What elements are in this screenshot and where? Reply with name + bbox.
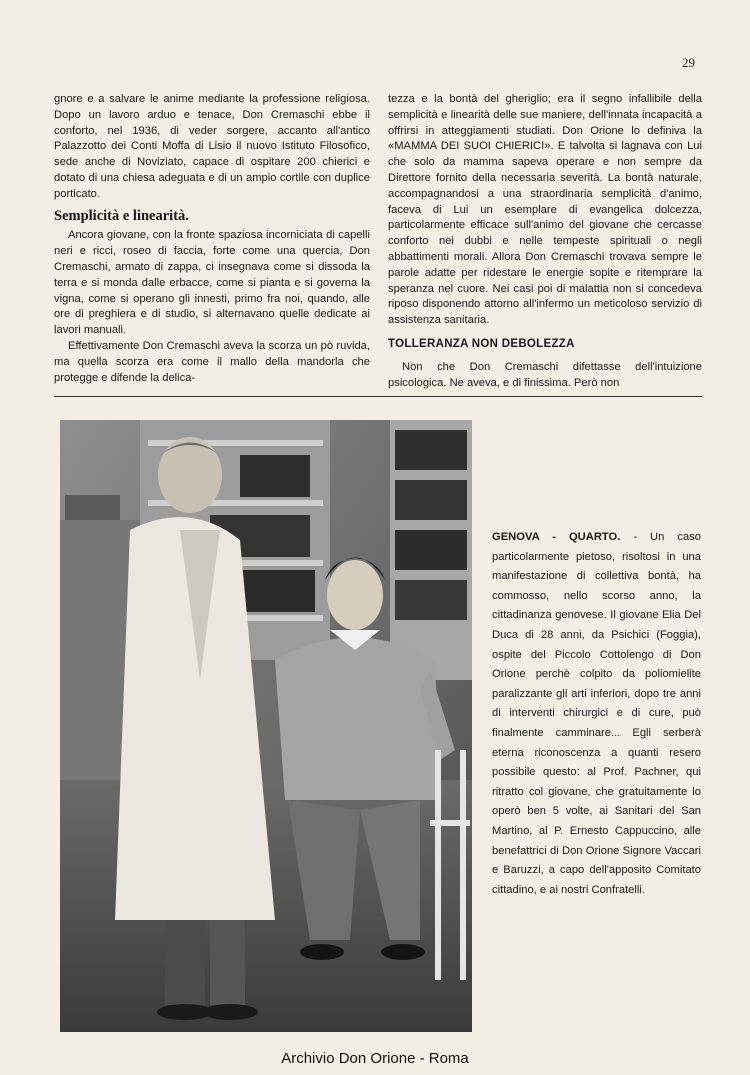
photograph (60, 420, 472, 1032)
photo-caption (492, 528, 701, 900)
paragraph: gnore e a salvare le anime mediante la professione religiosa. Dopo un lavoro arduo e tenace, Don Cremaschi ebbe il conforto, nel 1936, di veder sorgere, accanto all'antico Palazzotto dei Conti Moffa di Lisio il nuovo Istituto Filosofico, sede anche di Noviziato, capace di ospitare 200 chierici e dotato di una chiesa adeguata e di un ampio cortile con duplice porticato. (54, 93, 370, 200)
section-heading: TOLLERANZA NON DEBOLEZZA (388, 337, 575, 350)
paragraph: tezza e la bontà del gheriglio; era il segno infallibile della semplicità e linearità delle sue maniere, dell'innata incapacità a offrirsi in atteggiamenti studiati. Don Orione lo definiva la «MAMMA DEI SUOI CHIERICI». E talvolta si lagnava con Lui che solo da mamma sapeva operare e non sempre da Direttore fornito della necessaria severità. La bontà naturale, accompagnandosi a una straordinaria semplicità d'animo, faceva di Lui un esemplare di evangelica dolcezza, particolarmente efficace sull'animo del giovane che cercasse conforto nei dubbi e nelle tempeste spirituali o negli abbattimenti morali. Allora Don Cremaschi trovava sempre le parole adatte per ridestare le energie sopite e ritemprare la speranza nel cuore. Nei casi poi di malattia non si concedeva riposo disponendo attorno all'infermo un meticoloso servizio di assistenza sanitaria. (388, 93, 702, 327)
paragraph: Non che Don Cremaschi difettasse dell'intuizione psicologica. Ne aveva, e di finissima. Però non (388, 360, 702, 389)
section-heading: Semplicità e linearità. (54, 207, 189, 224)
section-divider (54, 396, 702, 397)
paragraph: Ancora giovane, con la fronte spaziosa incorniciata di capelli neri e ricci, roseo di faccia, forte come una quercia, Don Cremaschi, armato di zappa, ci insegnava come si dissoda la terra e si monda dalle erbacce, come si pianta e si governa la vigna, come si operano gli innesti, primo fra noi, quando, alle ore di preghiera e di studio, si alternavano quelle dedicate ai lavori manuali. (54, 229, 370, 337)
page-number: 29 (682, 55, 695, 70)
article-right-column (388, 92, 702, 391)
caption-text: - Un caso particolarmente pietoso, risoltosi in una manifestazione di collettiva bontà, ha commosso, nello scorso anno, la cittadinanza genovese. Il giovane Elia Del Duca di 28 anni, da Psichici (Foggia), ospite del Piccolo Cottolengo di Don Orione perchè colpito da poliomielite paralizzante gli arti inferiori, dopo tre anni di interventi chirurgici e di cure, può finalmente camminare... Egli serberà eterna riconoscenza a quanti resero possibile questo: al Prof. Pachner, qui ritratto col giovane, che gratuitamente lo operò ben 5 volte, ai Sanitari del San Martino, al P. Ernesto Cappuccino, alle benefattrici di Don Orione Signore Vaccari e Baruzzi, a capo dell'apposito Comitato cittadino, e ai nostri Confratelli. (492, 531, 701, 896)
photo-illustration (60, 420, 472, 1032)
article-left-column (54, 92, 370, 386)
caption-location: GENOVA - QUARTO. (492, 531, 621, 543)
paragraph: Effettivamente Don Cremaschi aveva la scorza un pò ruvida, ma quella scorza era come il mallo della mandorla che protegge e difende la delica- (54, 339, 370, 384)
archive-footer: Archivio Don Orione - Roma (281, 1050, 469, 1067)
